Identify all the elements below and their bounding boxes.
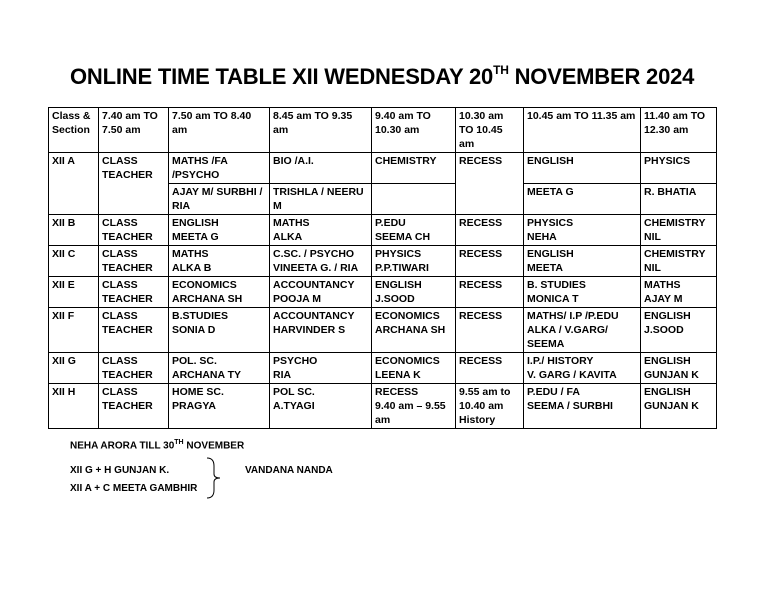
brace-icon — [204, 456, 224, 500]
section-cell: XII H — [49, 384, 99, 429]
subject-cell — [524, 384, 641, 429]
subject-cell — [169, 384, 270, 429]
class-teacher-cell: CLASS TEACHER — [99, 277, 169, 308]
teacher-cell: MEETA G — [524, 184, 641, 215]
subject: B. STUDIES — [527, 279, 586, 291]
table-row — [49, 384, 717, 429]
subject-cell — [169, 246, 270, 277]
subject: ACCOUNTANCY — [273, 279, 355, 291]
subject: ENGLISH — [172, 217, 219, 229]
subject-cell — [270, 353, 372, 384]
teacher: SEEMA CH — [375, 231, 431, 243]
subject-cell — [169, 308, 270, 353]
subject-cell — [641, 308, 717, 353]
section-cell: XII A — [49, 153, 99, 184]
recess-cell: RECESS — [456, 153, 524, 184]
subject-cell — [270, 384, 372, 429]
header-cell: 11.40 am TO 12.30 am — [641, 108, 717, 153]
table-row — [49, 184, 717, 215]
subject: POL. SC. — [172, 355, 217, 367]
subject-cell: MATHS /FA /PSYCHO — [169, 153, 270, 184]
teacher: POOJA M — [273, 293, 322, 305]
class-teacher-cell: CLASS TEACHER — [99, 353, 169, 384]
subject-cell — [641, 277, 717, 308]
header-cell: 7.50 am TO 8.40 am — [169, 108, 270, 153]
subject: POL SC. — [273, 386, 315, 398]
subject: B.STUDIES — [172, 310, 229, 322]
teacher: ARCHANA SH — [375, 324, 446, 336]
class-teacher-cell: CLASS TEACHER — [99, 384, 169, 429]
subject-cell — [372, 353, 456, 384]
subject: C.SC. / PSYCHO — [273, 248, 355, 260]
teacher: NEHA — [527, 231, 557, 243]
table-row — [49, 353, 717, 384]
section-cell: XII C — [49, 246, 99, 277]
subject-cell — [372, 215, 456, 246]
teacher: AJAY M — [644, 293, 683, 305]
header-cell: 7.40 am TO 7.50 am — [99, 108, 169, 153]
timetable — [48, 107, 717, 429]
teacher: ALKA B — [172, 262, 212, 274]
teacher: ARCHANA SH — [172, 293, 243, 305]
teacher-cell: R. BHATIA — [641, 184, 717, 215]
subject: PHYSICS — [527, 217, 574, 229]
subject: CHEMISTRY — [644, 248, 706, 260]
teacher: SONIA D — [172, 324, 216, 336]
teacher: P.P.TIWARI — [375, 262, 429, 274]
teacher: V. GARG / KAVITA — [527, 369, 617, 381]
subject: P.EDU — [375, 217, 406, 229]
subject-cell — [641, 353, 717, 384]
teacher: MEETA — [527, 262, 563, 274]
subject: PHYSICS — [375, 248, 422, 260]
recess-cell: RECESS — [456, 308, 524, 353]
subject-cell — [641, 246, 717, 277]
header-cell: Class & Section — [49, 108, 99, 153]
empty-cell — [49, 184, 99, 215]
subject: MATHS — [644, 279, 681, 291]
subject: ENGLISH — [375, 279, 422, 291]
header-row — [49, 108, 717, 153]
class-teacher-cell: CLASS TEACHER — [99, 246, 169, 277]
subject-cell — [372, 246, 456, 277]
subject-cell: ENGLISH — [524, 153, 641, 184]
subject-cell — [372, 277, 456, 308]
table-row — [49, 215, 717, 246]
subject-cell — [524, 246, 641, 277]
subject: ECONOMICS — [375, 355, 440, 367]
subject-cell — [372, 384, 456, 429]
teacher: A.TYAGI — [273, 400, 315, 412]
subject: ENGLISH — [644, 386, 691, 398]
subject-cell — [372, 308, 456, 353]
subject-cell — [270, 215, 372, 246]
table-row — [49, 308, 717, 353]
class-teacher-cell: CLASS TEACHER — [99, 215, 169, 246]
teacher: J.SOOD — [375, 293, 415, 305]
empty-cell — [456, 184, 524, 215]
subject-cell: PHYSICS — [641, 153, 717, 184]
header-cell: 10.45 am TO 11.35 am — [524, 108, 641, 153]
section-cell: XII G — [49, 353, 99, 384]
teacher: GUNJAN K — [644, 369, 699, 381]
recess-cell: 9.55 am to 10.40 am History — [456, 384, 524, 429]
subject: ACCOUNTANCY — [273, 310, 355, 322]
subject: PSYCHO — [273, 355, 318, 367]
teacher: NIL — [644, 231, 661, 243]
subject: RECESS — [375, 386, 419, 398]
subject: ENGLISH — [644, 355, 691, 367]
teacher: SEEMA / SURBHI — [527, 400, 613, 412]
empty-cell — [99, 184, 169, 215]
substitution-line-1: XII G + H GUNJAN K. — [70, 465, 170, 476]
subject-cell — [169, 353, 270, 384]
header-cell: 8.45 am TO 9.35 am — [270, 108, 372, 153]
teacher: VINEETA G. / RIA — [273, 262, 359, 274]
subject-cell: BIO /A.I. — [270, 153, 372, 184]
teacher: 9.40 am – 9.55 am — [375, 400, 446, 426]
subject-cell: CHEMISTRY — [372, 153, 456, 184]
subject-cell — [270, 277, 372, 308]
header-cell: 9.40 am TO 10.30 am — [372, 108, 456, 153]
subject: ENGLISH — [527, 248, 574, 260]
subject: CHEMISTRY — [644, 217, 706, 229]
teacher: MEETA G — [172, 231, 219, 243]
recess-cell: RECESS — [456, 353, 524, 384]
subject-cell — [524, 353, 641, 384]
teacher: RIA — [273, 369, 292, 381]
subject: HOME SC. — [172, 386, 224, 398]
subject-cell — [524, 308, 641, 353]
subject-cell — [169, 277, 270, 308]
teacher: HARVINDER S — [273, 324, 346, 336]
teacher: ALKA / V.GARG/ SEEMA — [527, 324, 608, 350]
subject: MATHS — [172, 248, 209, 260]
header-cell: 10.30 am TO 10.45 am — [456, 108, 524, 153]
substitution-line-2: XII A + C MEETA GAMBHIR — [70, 483, 198, 494]
subject: P.EDU / FA — [527, 386, 580, 398]
subject-cell — [641, 215, 717, 246]
table-row — [49, 277, 717, 308]
subject: MATHS/ I.P /P.EDU — [527, 310, 619, 322]
subject-cell — [270, 308, 372, 353]
teacher: LEENA K — [375, 369, 421, 381]
subject-cell — [524, 215, 641, 246]
table-row — [49, 246, 717, 277]
subject: I.P./ HISTORY — [527, 355, 594, 367]
substitute-teacher: VANDANA NANDA — [245, 465, 333, 476]
recess-cell: RECESS — [456, 277, 524, 308]
subject-cell — [524, 277, 641, 308]
subject-cell — [169, 215, 270, 246]
recess-cell: RECESS — [456, 246, 524, 277]
section-cell: XII B — [49, 215, 99, 246]
recess-cell: RECESS — [456, 215, 524, 246]
teacher: NIL — [644, 262, 661, 274]
absence-note: NEHA ARORA TILL 30TH NOVEMBER — [70, 439, 245, 452]
teacher: MONICA T — [527, 293, 579, 305]
teacher: ALKA — [273, 231, 303, 243]
class-teacher-cell: CLASS TEACHER — [99, 153, 169, 184]
class-teacher-cell: CLASS TEACHER — [99, 308, 169, 353]
subject: ECONOMICS — [172, 279, 237, 291]
subject: ECONOMICS — [375, 310, 440, 322]
teacher: J.SOOD — [644, 324, 684, 336]
teacher-cell: TRISHLA / NEERU M — [270, 184, 372, 215]
teacher: PRAGYA — [172, 400, 216, 412]
subject-cell — [270, 246, 372, 277]
section-cell: XII F — [49, 308, 99, 353]
subject: MATHS — [273, 217, 310, 229]
subject: ENGLISH — [644, 310, 691, 322]
teacher: ARCHANA TY — [172, 369, 242, 381]
teacher: GUNJAN K — [644, 400, 699, 412]
page-title: ONLINE TIME TABLE XII WEDNESDAY 20TH NOVEMBER 2024 — [70, 62, 695, 89]
teacher-cell: AJAY M/ SURBHI / RIA — [169, 184, 270, 215]
section-cell: XII E — [49, 277, 99, 308]
table-row — [49, 153, 717, 184]
subject-cell — [641, 384, 717, 429]
teacher-cell — [372, 184, 456, 215]
